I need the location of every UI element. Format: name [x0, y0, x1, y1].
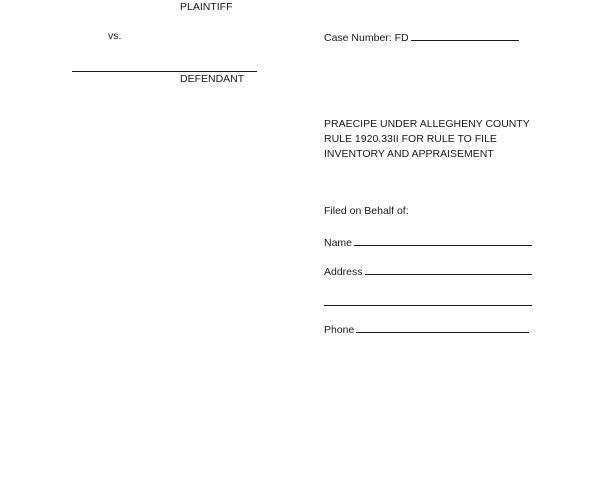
- filed-on-behalf-label: Filed on Behalf of:: [324, 205, 409, 217]
- name-field: [324, 234, 532, 251]
- document-title-line-2: RULE 1920.33II FOR RULE TO FILE: [324, 133, 497, 145]
- document-title-line-3: INVENTORY AND APPRAISEMENT: [324, 148, 494, 160]
- case-number-field: [324, 29, 519, 46]
- name-blank[interactable]: [354, 234, 532, 246]
- case-number-blank[interactable]: [411, 29, 519, 41]
- vs-label: vs.: [108, 30, 122, 42]
- document-title: [324, 117, 530, 162]
- document-title-line-1: PRAECIPE UNDER ALLEGHENY COUNTY: [324, 118, 530, 130]
- plaintiff-label: PLAINTIFF: [180, 1, 233, 13]
- address-line-2-blank[interactable]: [324, 305, 532, 306]
- address-blank[interactable]: [365, 263, 532, 275]
- address-field: [324, 263, 532, 280]
- phone-label: Phone: [324, 324, 355, 336]
- defendant-label: DEFENDANT: [180, 73, 245, 85]
- address-label: Address: [324, 266, 363, 278]
- name-label: Name: [324, 237, 353, 249]
- case-number-label: Case Number: FD: [324, 32, 409, 44]
- phone-blank[interactable]: [356, 321, 529, 333]
- phone-field: [324, 321, 529, 338]
